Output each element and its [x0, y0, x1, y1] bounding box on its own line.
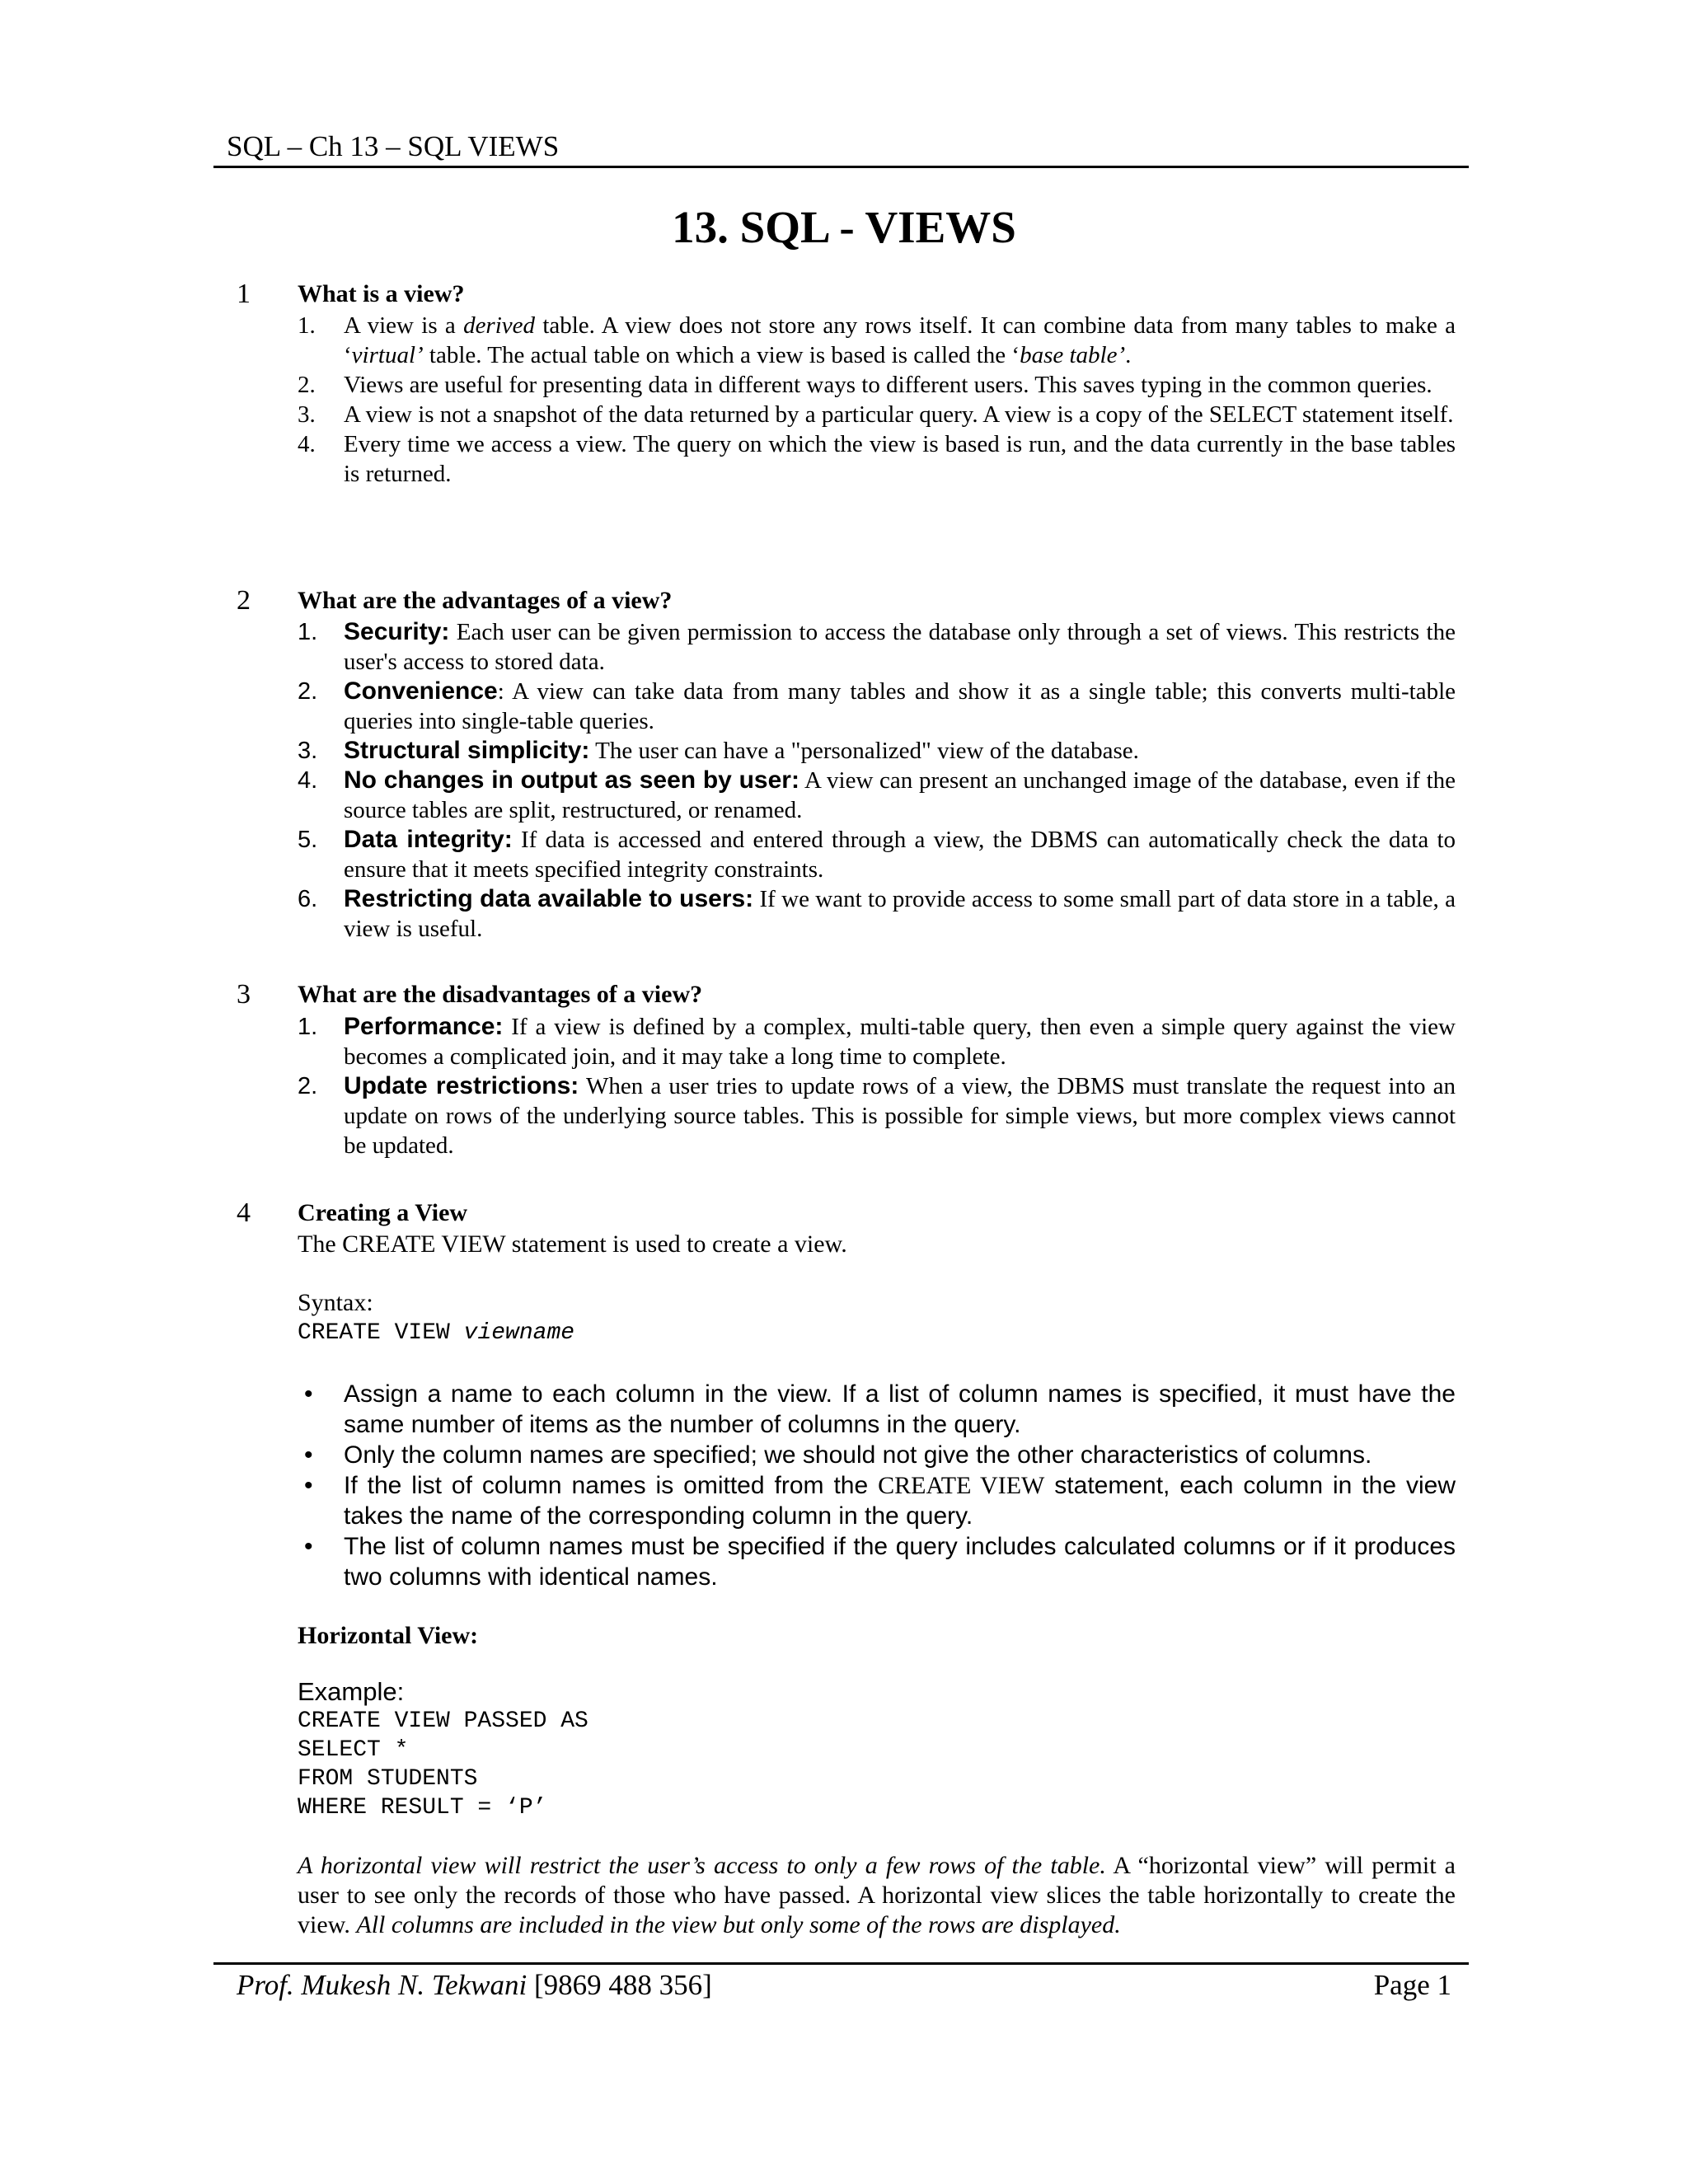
author-name: Prof. Mukesh N. Tekwani	[237, 1969, 528, 2001]
bullet-icon: •	[304, 1380, 313, 1408]
list-number: 3.	[298, 738, 318, 764]
footer-divider	[213, 1962, 1469, 1965]
paragraph-emphasis: A horizontal view will restrict the user’s access to only a few rows of the table.	[298, 1852, 1106, 1879]
list-number: 1.	[298, 312, 316, 339]
list-number: 1.	[298, 1014, 318, 1040]
page-number: Page 1	[1373, 1969, 1451, 2001]
bullet-icon: •	[304, 1472, 313, 1499]
item-text: If data is accessed and entered through a view, the DBMS can automatically check the data to ensure that it meets specified integrity constraints.	[344, 827, 1456, 883]
list-number: 1.	[298, 619, 318, 645]
section-heading: What are the advantages of a view?	[298, 587, 673, 614]
section-heading: Creating a View	[298, 1199, 468, 1226]
footer-author	[237, 1968, 712, 2003]
item-text: Only the column names are specified; we should not give the other characteristics of columns.	[344, 1441, 1372, 1469]
list-item	[298, 766, 1456, 825]
list-item	[298, 1379, 1456, 1440]
list-item	[298, 1531, 1456, 1592]
item-emphasis: base table’	[1020, 342, 1126, 368]
item-keyword: No changes in output as seen by user:	[344, 766, 799, 794]
subheading: Horizontal View:	[298, 1622, 479, 1649]
list-number: 2.	[298, 1073, 318, 1099]
item-keyword: Data integrity:	[344, 826, 513, 853]
section-heading: What are the disadvantages of a view?	[298, 981, 703, 1008]
page-title: 13. SQL - VIEWS	[672, 202, 1016, 252]
item-text: If a view is defined by a complex, multi-table query, then even a simple query against the view becomes a complicated join, and it may take a long time to complete.	[344, 1014, 1456, 1070]
item-text: If we want to provide access to some small part of data store in a table, a view is useful.	[344, 886, 1456, 942]
section-heading: What is a view?	[298, 280, 465, 307]
item-emphasis: virtual’	[351, 342, 424, 368]
example-code-line: SELECT *	[298, 1737, 409, 1763]
item-text: Views are useful for presenting data in different ways to different users. This saves typing in the common queries.	[344, 372, 1432, 398]
author-phone: [9869 488 356]	[527, 1969, 712, 2001]
item-keyword: Security:	[344, 618, 450, 645]
list-number: 6.	[298, 886, 318, 912]
section-list	[298, 1012, 1456, 1160]
paragraph-emphasis: All columns are included in the view but only some of the rows are displayed.	[356, 1911, 1121, 1938]
item-keyword: Performance:	[344, 1013, 504, 1040]
item-text: Assign a name to each column in the view. If a list of column names is specified, it must have the same number of items as the number of columns in the query.	[344, 1380, 1456, 1438]
list-number: 3.	[298, 401, 316, 428]
item-text: Each user can be given permission to access the database only through a set of views. This restricts the user's access to stored data.	[344, 619, 1456, 675]
example-label: Example:	[298, 1677, 405, 1706]
item-keyword: Update restrictions:	[344, 1072, 579, 1099]
item-text: table. The actual table on which a view is based is called the ‘	[423, 342, 1020, 368]
bullet-list	[298, 1379, 1456, 1592]
item-text: The user can have a "personalized" view of the database.	[589, 738, 1139, 764]
list-item	[298, 311, 1456, 370]
section-number: 2	[237, 585, 251, 616]
paragraph-text: A “horizontal view” will permit a user to see only the records of those who have passed. A horizontal view slices the table horizontally to create the view.	[298, 1852, 1456, 1938]
item-text: A view is not a snapshot of the data returned by a particular query. A view is a copy of the SELECT statement itself.	[344, 401, 1454, 428]
bullet-icon: •	[304, 1441, 313, 1469]
code-text: CREATE VIEW	[298, 1320, 464, 1346]
syntax-code	[298, 1319, 574, 1347]
section-list	[298, 617, 1456, 944]
list-item	[298, 429, 1456, 489]
item-text: table. A view does not store any rows itself. It can combine data from many tables to make a ‘	[344, 312, 1456, 368]
example-code-line: CREATE VIEW PASSED AS	[298, 1708, 588, 1734]
item-keyword: Convenience	[344, 677, 498, 705]
item-text: Every time we access a view. The query on which the view is based is run, and the data currently in the base tables is returned.	[344, 431, 1456, 487]
item-text: If the list of column names is omitted from the	[344, 1472, 879, 1499]
list-item	[298, 825, 1456, 884]
list-number: 2.	[298, 678, 318, 705]
item-emphasis: derived	[463, 312, 536, 339]
list-item	[298, 617, 1456, 677]
item-code-term: CREATE VIEW	[878, 1472, 1045, 1499]
item-keyword: Structural simplicity:	[344, 737, 590, 764]
bullet-icon: •	[304, 1533, 313, 1560]
header-divider	[213, 166, 1469, 168]
list-item	[298, 1470, 1456, 1531]
item-text: The list of column names must be specified if the query includes calculated columns or if it produces two columns with identical names.	[344, 1533, 1456, 1591]
list-item	[298, 400, 1456, 429]
list-item	[298, 370, 1456, 400]
list-number: 4.	[298, 767, 318, 794]
item-text: .	[1125, 342, 1132, 368]
list-number: 5.	[298, 827, 318, 853]
list-item	[298, 1440, 1456, 1470]
item-text: A view is a	[344, 312, 464, 339]
item-text: : A view can take data from many tables and show it as a single table; this converts multi-table queries into single-table queries.	[344, 678, 1456, 734]
section-intro: The CREATE VIEW statement is used to create a view.	[298, 1230, 847, 1258]
list-item	[298, 884, 1456, 944]
running-header: SQL – Ch 13 – SQL VIEWS	[227, 130, 560, 162]
section-number: 3	[237, 979, 251, 1010]
closing-paragraph	[298, 1851, 1456, 1940]
list-item	[298, 1012, 1456, 1071]
list-number: 4.	[298, 431, 316, 457]
section-number: 1	[237, 279, 251, 309]
list-item	[298, 1071, 1456, 1160]
list-item	[298, 736, 1456, 766]
syntax-label: Syntax:	[298, 1289, 373, 1316]
item-keyword: Restricting data available to users:	[344, 885, 754, 912]
example-code-line: WHERE RESULT = ‘P’	[298, 1795, 547, 1821]
example-code-line: FROM STUDENTS	[298, 1766, 478, 1792]
section-list	[298, 311, 1456, 489]
item-text: A view can present an unchanged image of the database, even if the source tables are split, restructured, or renamed.	[344, 767, 1456, 823]
item-text: When a user tries to update rows of a view, the DBMS must translate the request into an update on rows of the underlying source tables. This is possible for simple views, but more complex views cannot be updated.	[344, 1073, 1456, 1159]
list-number: 2.	[298, 372, 316, 398]
code-placeholder: viewname	[463, 1320, 575, 1346]
list-item	[298, 677, 1456, 736]
item-text: statement, each column in the view takes the name of the corresponding column in the query.	[344, 1472, 1456, 1530]
section-number: 4	[237, 1197, 251, 1228]
